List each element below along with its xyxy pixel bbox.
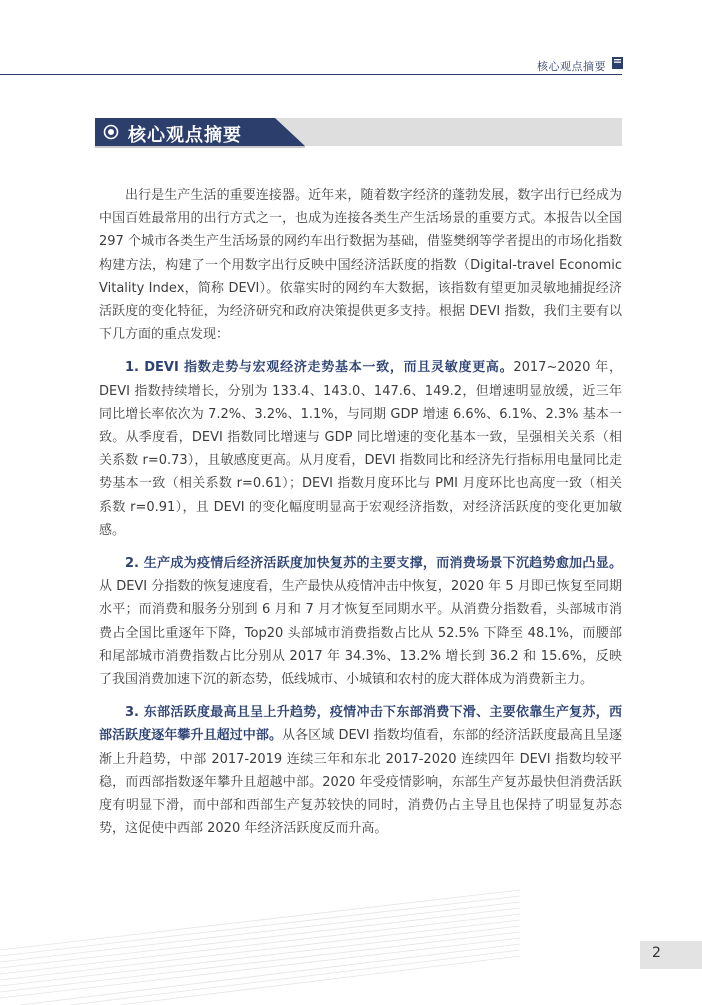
paragraph-body: 从 DEVI 分指数的恢复速度看，生产最快从疫情冲击中恢复，2020 年 5 月即已恢复至同期水平；而消费和服务分别到 6 月和 7 月才恢复至同期水平。从消费分指数看，头部城市消费占全国比重逐年下降，Top20 头部城市消费指数占比从 52.5% 下降至 48.1%，而腰部和尾部城市消费指数占比分别从 2017 年 34.3%、13.2% 增长到 36.2 和 15.6%，反映了我国消费加速下沉的新态势，低线城市、小城镇和农村的庞大群体成为消费新主力。 — [99, 579, 622, 688]
paragraph-body: 2017~2020 年，DEVI 指数持续增长，分别为 133.4、143.0、147.6、149.2，但增速明显放缓，近三年同比增长率依次为 7.2%、3.2%、1.1%，与同期 GDP 增速 6.6%、6.1%、2.3% 基本一致。从季度看，DEVI 指数同比增速与 GDP 同比增速的变化基本一致，呈强相关关系（相关系数 r=0.73），且敏感度更高。从月度看，DEVI 指数同比和经济先行指标用电量同比走势基本一致（相关系数 r=0.61）；DEVI 指数月度环比与 PMI 月度环比也高度一致（相关系数 r=0.91），且 DEVI 的变化幅度明显高于宏观经济指数，对经济活跃度的变化更加敏感。 — [99, 360, 622, 538]
target-bullet-icon — [103, 124, 119, 140]
finding-paragraph-2 — [99, 552, 622, 691]
section-title: 核心观点摘要 — [128, 125, 242, 146]
finding-heading: 2. 生产成为疫情后经济活跃度加快复苏的主要支撑，而消费场景下沉趋势愈加凸显。 — [125, 556, 622, 572]
paragraph-body: 出行是生产生活的重要连接器。近年来，随着数字经济的蓬勃发展，数字出行已经成为中国百姓最常用的出行方式之一，也成为连接各类生产生活场景的重要方式。本报告以全国 297 个城市各类生产生活场景的网约车出行数据为基础，借鉴樊纲等学者提出的市场化指数构建方法，构建了一个用数字出行反映中国经济活跃度的指数（Digital-travel Economic Vitality Index，简称 DEVI）。依靠实时的网约车大数据，该指数有望更加灵敏地捕捉经济活跃度的变化特征，为经济研究和政府决策提供更多支持。根据 DEVI 指数，我们主要有以下几方面的重点发现： — [99, 188, 622, 343]
header-bookmark-icon — [612, 57, 623, 69]
intro-paragraph — [99, 184, 622, 346]
header-rule — [0, 74, 622, 75]
body-text — [99, 184, 622, 850]
paragraph-body: 从各区域 DEVI 指数均值看，东部的经济活跃度最高且呈逐渐上升趋势，中部 2017-2019 连续三年和东北 2017-2020 连续四年 DEVI 指数均较平稳，而西部指数逐年攀升且超越中部。2020 年受疫情影响，东部生产复苏最快但消费活跃度有明显下滑，而中部和西部生产复苏较快的同时，消费仍占主导且也保持了明显复苏态势，这促使中西部 2020 年经济活跃度反而升高。 — [99, 728, 622, 837]
finding-paragraph-1 — [99, 356, 622, 542]
finding-paragraph-3 — [99, 701, 622, 840]
page-number: 2 — [652, 945, 661, 961]
page-number-box — [640, 941, 702, 969]
finding-heading: 1. DEVI 指数走势与宏观经济走势基本一致，而且灵敏度更高。 — [125, 360, 514, 376]
running-header-title: 核心观点摘要 — [537, 60, 606, 73]
decorative-lines — [0, 830, 702, 1005]
finding-heading: 3. 东部活跃度最高且呈上升趋势，疫情冲击下东部消费下滑、主要依靠生产复苏，西部活跃度逐年攀升且超过中部。 — [99, 705, 622, 744]
